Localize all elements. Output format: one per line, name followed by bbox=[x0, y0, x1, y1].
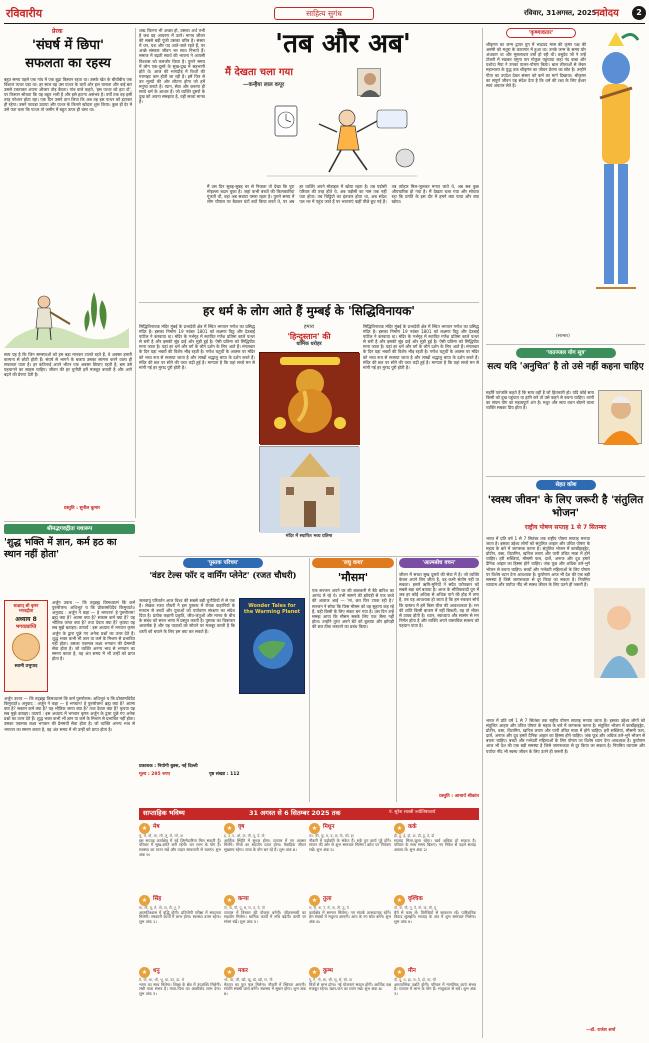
sign-header bbox=[309, 894, 391, 906]
zodiac-icon: ★ bbox=[309, 967, 320, 978]
feature-body: मैं उस दिन सुबह-सुबह घर से निकला तो देखा कि पूरा मोहल्ला बदल चुका है। जहां कभी बच्चों की किलकारियां गूंजती थीं, वहां अब सन्नाटा पसरा रहता है। पुराने समय में लोग चौपाल पर बैठकर घंटों बातें किया करते थे, पर अब हर व्यक्ति अपने मोबाइल में खोया रहता है। तब पड़ोसी परिवार की तरह होते थे, अब पड़ोसी का नाम तक नहीं पता होता। तब चिट्ठियों का इंतजार होता था, अब संदेश पल भर में पहुंच जाते हैं पर भावनाएं कहीं पीछे छूट गई हैं। तब त्योहार मिल-जुलकर मनाए जाते थे, अब सब कुछ औपचारिक हो गया है। मैं देखता चला गया और सोचता रहा कि प्रगति के इस दौर में हमने क्या पाया और क्या खोया। bbox=[207, 184, 479, 205]
sign-letters: ही, हू, हे, हो, डा, डी, डू, डे, डो bbox=[394, 834, 435, 838]
column-middle-text: शब्द जितना भी अच्छा हो, उसका अर्थ तभी है जब वह आचरण में उतरे। मानव जीवन की सबसे बड़ी पूंजी उसका चरित्र है। संसार में धन, यश और पद आते-जाते रहते हैं, पर अच्छे संस्कार जीवन भर साथ निभाते हैं। समाज में बढ़ती स्वार्थ की भावना ने आपसी विश्वास को कमजोर किया है। पुराने समय में लोग एक-दूसरे के सुख-दुख में सहभागी होते थे। आज की भागदौड़ में रिश्तों की गरमाहट कम होती जा रही है। हमें फिर से उन मूल्यों की ओर लौटना होगा जो हमें मनुष्य बनाते हैं। त्याग, सेवा और करुणा ही सच्चे धर्म के आधार हैं। जो व्यक्ति दूसरों के दुख को अपना समझता है, वही सच्चा मानव है। bbox=[139, 28, 205, 105]
essay-body: जीवन में सच्चा सुख दूसरों की सेवा में है। जो व्यक्ति केवल अपने लिए जीता है, वह कभी संतोष नहीं पा सकता। हमारे ऋषि-मुनियों ने सदैव परोपकार को सबसे बड़ा धर्म बताया है। आज के भौतिकवादी युग में जब हर कोई अधिक से अधिक पाने की होड़ में लगा है, तब यह आवश्यक हो जाता है कि हम रुककर सोचें कि वास्तव में हमें किस चीज की आवश्यकता है। मन की शांति किसी बाजार में नहीं बिकती, वह तो भीतर से उत्पन्न होती है। ध्यान, स्वाध्याय और सत्संग से मन निर्मल होता है और व्यक्ति अपने वास्तविक स्वरूप को पहचान पाता है। bbox=[399, 572, 479, 628]
sign-prediction: इस सप्ताह कार्यक्षेत्र में नई जिम्मेदारियां मिल सकती हैं। परिवार में सुख-शांति बनी रहेगी। धन लाभ के योग हैं। स्वास्थ्य का ध्यान रखें और वाहन सावधानी से चलाएं। शुभ अंक 9। bbox=[139, 837, 221, 858]
sign-prediction: भाग्य का साथ मिलेगा। शिक्षा के क्षेत्र में उपलब्धि मिलेगी। लंबी यात्रा संभव है। माता-पिता का आशीर्वाद लाभ देगा। शुभ अंक 3। bbox=[139, 981, 221, 997]
sign-name: सिंह bbox=[153, 896, 162, 903]
book-cover-title: Wonder Tales for the Warming Planet bbox=[243, 603, 301, 615]
author-avatar bbox=[12, 633, 40, 661]
sign-prediction: धैर्य से काम लें। विरोधियों से सावधान रहें। पारिवारिक विवाद सुलझेंगे। सप्ताह के अंत में शुभ समाचार मिलेगा। शुभ अंक 9। bbox=[394, 909, 476, 925]
page-number: 2 bbox=[632, 6, 646, 20]
sign-prediction: मेहनत का पूरा फल मिलेगा। नौकरी में स्थिरता आएगी। संपत्ति संबंधी कार्य बनेंगे। स्वास्थ्य में सुधार होगा। शुभ अंक 8। bbox=[224, 981, 306, 997]
health-body: भारत में प्रति वर्ष 1 से 7 सितंबर तक राष्ट्रीय पोषण सप्ताह मनाया जाता है। इसका उद्देश्य लोगों को संतुलित आहार और उचित पोषण के महत्व के बारे में जागरूक करना है। संतुलित भोजन में कार्बोहाइड्रेट, प्रोटीन, वसा, विटामिन, खनिज लवण और पानी उचित मात्रा में होने चाहिए। हरी सब्जियां, मौसमी फल, दालें, अनाज और दूध हमारे दैनिक आहार का हिस्सा होने चाहिए। जंक फूड और अधिक तले-भुने भोजन से बचना चाहिए। बच्चों और गर्भवती महिलाओं के लिए पोषण पर विशेष ध्यान देना आवश्यक है। कुपोषण आज भी देश की एक बड़ी समस्या है जिसे जागरूकता से दूर किया जा सकता है। नियमित व्यायाम और पर्याप्त नींद भी स्वस्थ जीवन के लिए उतने ही जरूरी हैं। bbox=[486, 536, 590, 587]
sign-prediction: मित्रों से लाभ होगा। नई योजनाएं सफल होंगी। आर्थिक पक्ष मजबूत रहेगा। खान-पान का ध्यान रखें। शुभ अंक 8। bbox=[309, 981, 391, 992]
horoscope-sign bbox=[224, 966, 306, 1036]
sign-prediction: नौकरी में पदोन्नति के संकेत हैं। रुके हुए कार्य पूरे होंगे। संतान की ओर से शुभ समाचार मिलेगा। क्रोध पर नियंत्रण रखें। शुभ अंक 5। bbox=[309, 837, 391, 853]
sign-letters: गू, गे, गो, सा, सी, सू, से, सो, दा bbox=[309, 978, 353, 982]
divider bbox=[396, 558, 397, 802]
horoscope-sign bbox=[394, 966, 476, 1036]
essay-section bbox=[399, 558, 479, 804]
gita-info-box bbox=[4, 600, 48, 692]
zodiac-icon: ★ bbox=[139, 823, 150, 834]
krishna-credit: (साभार) bbox=[556, 334, 570, 339]
siddhivinayak-headline: हर धर्म के लोग आते हैं मुम्बई के 'सिद्धिविनायक' bbox=[203, 304, 415, 318]
sign-header bbox=[224, 966, 306, 978]
right-column bbox=[486, 28, 645, 1038]
health-body-cont: भारत में प्रति वर्ष 1 से 7 सितंबर तक राष्ट्रीय पोषण सप्ताह मनाया जाता है। इसका उद्देश्य लोगों को संतुलित आहार और उचित पोषण के महत्व के बारे में जागरूक करना है। संतुलित भोजन में कार्बोहाइड्रेट, प्रोटीन, वसा, विटामिन, खनिज लवण और पानी उचित मात्रा में होने चाहिए। हरी सब्जियां, मौसमी फल, दालें, अनाज और दूध हमारे दैनिक आहार का हिस्सा होने चाहिए। जंक फूड और अधिक तले-भुने भोजन से बचना चाहिए। बच्चों और गर्भवती महिलाओं के लिए पोषण पर विशेष ध्यान देना आवश्यक है। कुपोषण आज भी देश की एक बड़ी समस्या है जिसे जागरूकता से दूर किया जा सकता है। नियमित व्यायाम और पर्याप्त नींद भी स्वस्थ जीवन के लिए उतने ही जरूरी हैं। bbox=[486, 718, 645, 754]
health-credit: —डॉ. राजेश शर्मा bbox=[586, 1028, 616, 1033]
yoga-avatar bbox=[598, 390, 642, 444]
yoga-band: 'पातञ्जल योग सूत्र' bbox=[516, 348, 616, 358]
sign-prediction: व्यापार में विस्तार की योजना बनेगी। जीवनसाथी का सहयोग मिलेगा। धार्मिक कार्यों में रुचि बढ़ेगी। वाणी पर संयम रखें। शुभ अंक 5। bbox=[224, 909, 306, 925]
story-body-2: सत्य यह है कि जिन समस्याओं को हम बड़ा मानकर टालते रहते हैं, वे अक्सर हमारी कल्पना से छोटी होती हैं। संघर्ष से भागने के बजाय उसका सामना करने वाला ही सफलता पाता है। हर कठिनाई अपने भीतर एक अवसर छिपाए रहती है, बस उसे पहचानने का साहस चाहिए। जीवन की हर चुनौती हमें मजबूत बनाती है और आगे बढ़ने की प्रेरणा देती है। bbox=[4, 352, 132, 378]
sign-prediction: आर्थिक स्थिति में सुधार होगा। व्यापार में नए अवसर मिलेंगे। मित्रों का सहयोग प्राप्त होगा। वैवाहिक जीवन सुखमय रहेगा। यात्रा के योग बन रहे हैं। शुभ अंक 6। bbox=[224, 837, 306, 853]
feature-then-and-now bbox=[207, 28, 479, 298]
sign-name: मेष bbox=[153, 824, 160, 831]
headline-line-1: 'संघर्ष में छिपा' bbox=[31, 37, 104, 53]
zodiac-icon: ★ bbox=[394, 823, 405, 834]
health-band: सेहत कोश bbox=[536, 480, 596, 490]
zodiac-icon: ★ bbox=[309, 823, 320, 834]
sign-letters: भो, जा, जी, खी, खू, खे, खो, गा, गी bbox=[224, 978, 273, 982]
horoscope-title: साप्ताहिक भविष्य bbox=[143, 809, 185, 817]
sign-prediction: आत्मविश्वास में वृद्धि होगी। प्रतियोगी परीक्षा में सफलता मिलेगी। सरकारी कार्यों में लाभ होगा। स्वास्थ्य उत्तम रहेगा। शुभ अंक 1। bbox=[139, 909, 221, 925]
divider bbox=[139, 556, 479, 557]
essay-band: 'आत्मबोध वचन' bbox=[399, 558, 479, 568]
gita-band: श्रीमद्भगवद्गीता यथारूप bbox=[4, 524, 135, 534]
story-text: एक सज्जन अपने घर की बालकनी में बैठे बारिश का आनंद ले रहे थे। तभी सामने की झोपड़ी से एक बच्चे की आवाज आई — 'मां, छत फिर टपक रही है।' सज्जन ने सोचा कि जिस मौसम को वह सुहाना कह रहे हैं, वही किसी के लिए संकट बन गया है। उस दिन उन्हें समझ आया कि मौसम सबके लिए एक जैसा नहीं होता। उन्होंने तुरंत अपने बेटे को बुलाया और झोपड़ी की छत ठीक करवाने का प्रबंध किया। bbox=[312, 588, 394, 629]
horoscope-sign bbox=[309, 966, 391, 1036]
book-headline: 'वंडर टेल्स फॉर द वार्मिंग प्लेनेट' (रजत चौधरी) bbox=[149, 571, 297, 581]
section-tag bbox=[274, 7, 374, 20]
yoga-headline: सत्य यदि 'अनुचित' है तो उसे नहीं कहना चाहिए bbox=[487, 362, 644, 372]
book-pages: पृष्ठ संख्या : 112 bbox=[209, 772, 240, 777]
day-label: रविवारीय bbox=[6, 7, 43, 20]
krishna-band: 'कृष्णावतार' bbox=[506, 28, 576, 38]
heritage-tag-name: 'हिन्दुस्तान' की bbox=[287, 330, 331, 341]
gita-box-title: साक्षात् श्री कृष्ण भगवद्गीता bbox=[13, 603, 39, 614]
gita-section bbox=[4, 524, 135, 824]
krishna-illustration bbox=[586, 28, 645, 328]
short-story-weather bbox=[312, 558, 394, 804]
gita-chapter-name: भगवत्प्राप्ति bbox=[15, 623, 37, 630]
zodiac-icon: ★ bbox=[224, 967, 235, 978]
sign-letters: रा, री, रू, रे, रो, ता, ती, तू, ते bbox=[309, 906, 349, 910]
divider bbox=[309, 558, 310, 802]
zodiac-icon: ★ bbox=[224, 895, 235, 906]
horoscope-sign bbox=[224, 894, 306, 964]
horoscope-sign bbox=[139, 894, 221, 964]
horoscope-dates: 31 अगस्त से 6 सितम्बर 2025 तक bbox=[249, 809, 341, 817]
running-man-illustration bbox=[267, 100, 417, 180]
sign-prediction: आध्यात्मिक उन्नति होगी। परिवार में मांगलिक कार्य संभव है। व्यापार में लाभ के योग हैं। भावुकता से बचें। शुभ अंक 3। bbox=[394, 981, 476, 997]
sign-name: मकर bbox=[238, 968, 248, 975]
gita-body: अर्जुन उवाच — किं तद्ब्रह्म किमध्यात्मं किं कर्म पुरुषोत्तम। अधिभूतं च किं प्रोक्तमधिदैवं किमुच्यते॥ अनुवाद : अर्जुन ने कहा — हे भगवान! हे पुरुषोत्तम! ब्रह्म क्या है? आत्मा क्या है? सकाम कर्म क्या है? यह भौतिक जगत क्या है? तथा देवता क्या हैं? कृपया यह सब मुझे बताइए। तात्पर्य : इस अध्याय में भगवान कृष्ण अर्जुन के द्वारा पूछे गए अनेक प्रश्नों का उत्तर देते हैं। शुद्ध भक्त कभी भी ज्ञान या कर्म के मिश्रण से प्रभावित नहीं होता। उसका एकमात्र लक्ष्य भगवान की प्रेममयी सेवा होता है। जो व्यक्ति अनन्य भाव से भगवान का स्मरण करता है, वह अंत समय में भी उन्हीं को प्राप्त होता है। bbox=[52, 600, 135, 662]
horoscope-sign bbox=[139, 966, 221, 1036]
photo-caption: मंदिर में स्थापित भव्य प्रतिमा bbox=[285, 534, 333, 539]
sign-letters: दी, दू, थ, झ, ञ, दे, दो, चा, ची bbox=[394, 978, 436, 982]
book-review bbox=[139, 558, 307, 806]
sign-prediction: सप्ताह मिला-जुला रहेगा। खर्च अधिक हो सकता है। परिवार के साथ समय बिताएं। नए निवेश से पहले सलाह अवश्य लें। शुभ अंक 2। bbox=[394, 837, 476, 853]
gita-body-cont: अर्जुन उवाच — किं तद्ब्रह्म किमध्यात्मं किं कर्म पुरुषोत्तम। अधिभूतं च किं प्रोक्तमधिदैवं किमुच्यते॥ अनुवाद : अर्जुन ने कहा — हे भगवान! हे पुरुषोत्तम! ब्रह्म क्या है? आत्मा क्या है? सकाम कर्म क्या है? यह भौतिक जगत क्या है? तथा देवता क्या हैं? कृपया यह सब मुझे बताइए। तात्पर्य : इस अध्याय में भगवान कृष्ण अर्जुन के द्वारा पूछे गए अनेक प्रश्नों का उत्तर देते हैं। शुद्ध भक्त कभी भी ज्ञान या कर्म के मिश्रण से प्रभावित नहीं होता। उसका एकमात्र लक्ष्य भगवान की प्रेममयी सेवा होता है। जो व्यक्ति अनन्य भाव से भगवान का स्मरण करता है, वह अंत समय में भी उन्हीं को प्राप्त होता है। bbox=[4, 696, 135, 732]
sign-letters: चु, चे, चो, ला, ली, लू, ले, लो, अ bbox=[139, 834, 183, 838]
zodiac-icon: ★ bbox=[139, 967, 150, 978]
book-body: जलवायु परिवर्तन आज विश्व की सबसे बड़ी चुनौतियों में से एक है। लेखक रजत चौधरी ने इस पुस्तक में रोचक कहानियों के माध्यम से बच्चों और युवाओं को पर्यावरण संरक्षण का संदेश दिया है। प्रत्येक कहानी प्रकृति, जीव-जंतुओं और मानव के बीच के संबंध को सरल भाषा में प्रस्तुत करती है। पुस्तक का चित्रांकन आकर्षक है और यह पाठकों को सोचने पर मजबूर करती है कि धरती को बचाने के लिए हम क्या कर सकते हैं। bbox=[139, 598, 235, 634]
horoscope-grid bbox=[139, 822, 479, 1038]
horoscope-sign bbox=[139, 822, 221, 892]
zodiac-icon: ★ bbox=[224, 823, 235, 834]
article-siddhivinayak bbox=[139, 304, 479, 554]
siddhivinayak-body-left: सिद्धिविनायक मंदिर मुंबई के प्रभादेवी क्षेत्र में स्थित भगवान गणेश का प्रसिद्ध मंदिर है। इसका निर्माण 19 नवंबर 1801 को लक्ष्मण विठु और देउबाई पाटिल ने करवाया था। मंदिर के गर्भगृह में स्थापित गणेश प्रतिमा काले पत्थर से बनी है और इसकी सूंड दाईं ओर मुड़ी हुई है। ऐसी प्रतिमा को सिद्धिपीठ माना जाता है। यहां हर धर्म और वर्ग के लोग दर्शन के लिए आते हैं। मंगलवार के दिन यहां भक्तों की विशेष भीड़ रहती है। गणेश चतुर्थी के अवसर पर मंदिर को भव्य रूप से सजाया जाता है और लाखों श्रद्धालु बप्पा के दर्शन करते हैं। मंदिर की छत पर सोने की परत चढ़ी हुई है। मान्यता है कि यहां सच्चे मन से मांगी गई हर मुराद पूरी होती है। bbox=[139, 324, 255, 370]
sign-header bbox=[224, 894, 306, 906]
sign-name: वृष bbox=[238, 824, 245, 831]
sign-header bbox=[139, 894, 221, 906]
sign-header bbox=[139, 966, 221, 978]
feature-headline: 'तब और अब' bbox=[275, 29, 411, 59]
horoscope-band bbox=[139, 808, 479, 820]
horoscope-sign bbox=[309, 894, 391, 964]
story-body: बहुत समय पहले एक गांव में एक बूढ़ा किसान रहता था। उसके खेत के बीचोंबीच एक विशाल पत्थर पड़ा था। हर साल वह उस पत्थर के चारों ओर हल चलाता और कई बार उससे टकराकर अपना औजार तोड़ बैठता। गांव वाले कहते, 'इस पत्थर को हटा दो', पर किसान सोचता कि यह बहुत भारी है और इसे हटाना असंभव है। वर्षों तक वह इसी तरह परेशान होता रहा। एक दिन उसने ठान लिया कि अब वह इस पत्थर को हटाकर ही रहेगा। उसने फावड़ा उठाया और पत्थर के किनारे खोदना शुरू किया। कुछ ही देर में उसे पता चला कि पत्थर तो जमीन में बहुत ऊपर ही धंसा था। bbox=[4, 76, 132, 113]
health-subhead: राष्ट्रीय पोषण सप्ताह 1 से 7 सितम्बर bbox=[524, 524, 607, 531]
feature-byline: —कन्हैया लाल कपूर bbox=[243, 82, 285, 88]
kicker: प्रेरक bbox=[52, 28, 63, 35]
sign-letters: तो, ना, नी, नू, ने, नो, या, यी, यू bbox=[394, 906, 437, 910]
temple-photo bbox=[259, 446, 359, 532]
gita-headline: 'शुद्ध भक्ति में ज्ञान, कर्म हठ का स्थान नहीं होता' bbox=[4, 537, 117, 560]
farmer-illustration bbox=[4, 278, 132, 348]
sign-name: धनु bbox=[153, 968, 160, 975]
story-struggle bbox=[4, 28, 132, 518]
book-cover bbox=[239, 598, 305, 694]
paper-name: नवोदय bbox=[594, 8, 619, 19]
headline-line-2: सफलता का रहस्य bbox=[25, 55, 111, 71]
horoscope-author: पं. सुरेश शास्त्री ज्योतिषाचार्य bbox=[389, 810, 436, 815]
health-headline: 'स्वस्थ जीवन' के लिए जरूरी है 'संतुलित भोजन' bbox=[487, 494, 644, 519]
heritage-tag bbox=[259, 324, 359, 348]
heritage-tag-suffix: धार्मिक धरोहर bbox=[296, 340, 322, 347]
masthead bbox=[4, 4, 645, 24]
horoscope-sign bbox=[224, 822, 306, 892]
author-photo bbox=[357, 68, 381, 96]
book-band: 'पुस्तक परिचय' bbox=[183, 558, 263, 568]
sign-name: मिथुन bbox=[323, 824, 335, 831]
ganesh-idol-photo bbox=[259, 352, 359, 444]
divider bbox=[4, 521, 135, 522]
horoscope-sign bbox=[394, 822, 476, 892]
divider bbox=[486, 344, 645, 345]
feature-subhead: मैं देखता चला गया bbox=[225, 67, 293, 78]
issue-date: रविवार, 31अगस्त, 2025 . bbox=[524, 9, 602, 17]
food-photo bbox=[594, 588, 645, 678]
sign-letters: मा, मी, मू, मे, मो, टा, टी, टू, टे bbox=[139, 906, 180, 910]
sign-header bbox=[394, 894, 476, 906]
sign-header bbox=[309, 822, 391, 834]
heritage-tag-brand: हमारा bbox=[303, 324, 315, 330]
sign-letters: इ, उ, ए, ओ, वा, वी, वू, वे, वो bbox=[224, 834, 265, 838]
krishna-body: श्रीकृष्ण का जन्म द्वापर युग में भाद्रपद मास की कृष्ण पक्ष की अष्टमी को मथुरा के कारागार में हुआ था। उनके जन्म के समय घोर अंधकार था और मूसलाधार वर्षा हो रही थी। वसुदेव जी ने उन्हें टोकरी में रखकर यमुना पार गोकुल पहुंचाया जहां नंद बाबा और यशोदा मैया ने उनका पालन-पोषण किया। बाल लीलाओं से लेकर महाभारत के युद्ध तक श्रीकृष्ण का जीवन प्रेरणा का स्रोत है। उन्होंने गीता का उपदेश देकर संसार को कर्म का मार्ग दिखाया। श्रीकृष्ण का संपूर्ण जीवन यह संदेश देता है कि धर्म की रक्षा के लिए ईश्वर स्वयं अवतार लेते हैं। bbox=[486, 42, 586, 88]
yoga-body: महर्षि पतंजलि कहते हैं कि सत्य वही है जो हितकारी हो। यदि कोई सत्य किसी को दुख पहुंचाए या हानि करे तो उसे कहने से बचना चाहिए। वाणी का संयम योग का महत्वपूर्ण अंग है। मधुर और सत्य वचन बोलने वाला व्यक्ति सबका प्रिय होता है। bbox=[486, 390, 594, 411]
gita-author: स्वामी प्रभुपाद bbox=[14, 664, 38, 670]
sign-header bbox=[139, 822, 221, 834]
sign-prediction: कार्यक्षेत्र में सम्मान मिलेगा। नए संपर्क लाभदायक रहेंगे। प्रेम संबंधों में मधुरता आएगी। आय के नए स्रोत बनेंगे। शुभ अंक 6। bbox=[309, 909, 391, 925]
story-title: 'मौसम' bbox=[337, 571, 369, 584]
zodiac-icon: ★ bbox=[309, 895, 320, 906]
sign-header bbox=[224, 822, 306, 834]
essay-credit: प्रस्तुति : आचार्य श्रीकांत bbox=[439, 794, 479, 799]
sign-name: मीन bbox=[408, 968, 416, 975]
book-publisher: प्रकाशक : नियोगी बुक्स, नई दिल्ली bbox=[139, 764, 198, 769]
sign-name: कन्या bbox=[238, 896, 249, 903]
sign-name: वृश्चिक bbox=[408, 896, 423, 903]
story-band: 'लघु कथा' bbox=[312, 558, 394, 568]
zodiac-icon: ★ bbox=[139, 895, 150, 906]
book-price: मूल्य : 295 रुपए bbox=[139, 772, 170, 777]
divider bbox=[482, 28, 483, 1038]
horoscope-sign bbox=[309, 822, 391, 892]
sign-header bbox=[394, 822, 476, 834]
zodiac-icon: ★ bbox=[394, 895, 405, 906]
story-credit: प्रस्तुति : सुनील कुमार bbox=[64, 506, 101, 511]
sign-letters: का, की, कू, घ, ङ, छ, के, को, हा bbox=[309, 834, 354, 838]
siddhivinayak-body-right: सिद्धिविनायक मंदिर मुंबई के प्रभादेवी क्षेत्र में स्थित भगवान गणेश का प्रसिद्ध मंदिर है। इसका निर्माण 19 नवंबर 1801 को लक्ष्मण विठु और देउबाई पाटिल ने करवाया था। मंदिर के गर्भगृह में स्थापित गणेश प्रतिमा काले पत्थर से बनी है और इसकी सूंड दाईं ओर मुड़ी हुई है। ऐसी प्रतिमा को सिद्धिपीठ माना जाता है। यहां हर धर्म और वर्ग के लोग दर्शन के लिए आते हैं। मंगलवार के दिन यहां भक्तों की विशेष भीड़ रहती है। गणेश चतुर्थी के अवसर पर मंदिर को भव्य रूप से सजाया जाता है और लाखों श्रद्धालु बप्पा के दर्शन करते हैं। मंदिर की छत पर सोने की परत चढ़ी हुई है। मान्यता है कि यहां सच्चे मन से मांगी गई हर मुराद पूरी होती है। bbox=[363, 324, 479, 370]
sign-letters: ये, यो, भा, भी, भू, धा, फा, ढा, भे bbox=[139, 978, 185, 982]
gita-chapter: अध्याय 8 bbox=[15, 615, 37, 623]
divider bbox=[486, 476, 645, 477]
sign-letters: टो, पा, पी, पू, ष, ण, ठ, पे, पो bbox=[224, 906, 265, 910]
sign-name: कर्क bbox=[408, 824, 417, 831]
horoscope-sign bbox=[394, 894, 476, 964]
section-tag-label: साहित्य सुगंध bbox=[306, 9, 342, 18]
sign-header bbox=[309, 966, 391, 978]
sign-header bbox=[394, 966, 476, 978]
divider bbox=[135, 28, 136, 518]
sign-name: कुम्भ bbox=[323, 968, 333, 975]
divider bbox=[139, 302, 479, 303]
zodiac-icon: ★ bbox=[394, 967, 405, 978]
sign-name: तुला bbox=[323, 896, 332, 903]
